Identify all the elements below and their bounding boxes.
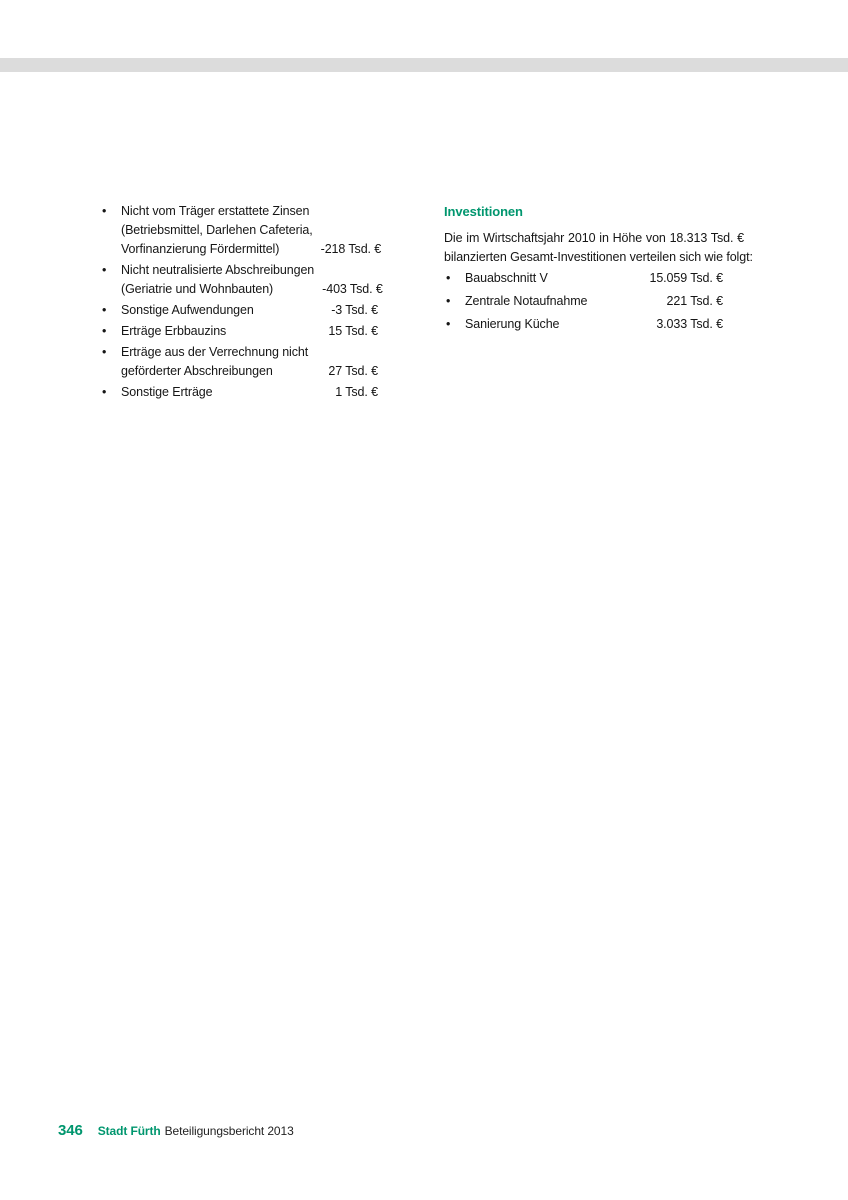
section-paragraph: [444, 229, 753, 267]
list-item-label: [121, 301, 254, 320]
label-line: Erträge Erbbauzins: [121, 324, 227, 338]
page-header-bar: [0, 58, 848, 72]
list-item: [100, 202, 382, 259]
list-item-label: [121, 343, 308, 381]
list-item: [100, 261, 383, 299]
list-item-value: -403 Tsd. €: [322, 282, 383, 296]
label-line: Sonstige Erträge: [121, 385, 213, 399]
label-line: (Geriatrie und Wohnbauten): [121, 282, 274, 296]
list-item-label: [121, 202, 313, 259]
footer-brand: Stadt Fürth: [97, 1124, 161, 1138]
label-line: Nicht vom Träger erstattete Zinsen: [121, 204, 310, 218]
bullet-icon: •: [446, 317, 451, 331]
list-item-value: -3 Tsd. €: [331, 303, 378, 317]
list-item-label: [121, 383, 213, 402]
label-line: Nicht neutralisierte Abschreibungen: [121, 263, 315, 277]
bullet-icon: •: [102, 345, 107, 359]
list-item-label: [121, 261, 314, 299]
label-line: (Betriebsmittel, Darlehen Cafeteria,: [121, 223, 313, 237]
list-item-value: 15 Tsd. €: [328, 324, 378, 338]
bullet-icon: •: [102, 263, 107, 277]
list-item: [100, 343, 378, 381]
list-item: [444, 269, 723, 288]
list-item-value: -218 Tsd. €: [320, 242, 382, 256]
list-item-label: [465, 315, 559, 334]
list-item-value: 3.033 Tsd. €: [656, 317, 723, 331]
investitionen-list: [444, 269, 723, 334]
list-item: [100, 383, 378, 402]
label-line: Zentrale Notaufnahme: [465, 294, 588, 308]
bullet-icon: •: [446, 294, 451, 308]
page-number: 346: [58, 1122, 83, 1139]
bullet-icon: •: [102, 303, 107, 317]
footer-report-title: Beteiligungsbericht 2013: [164, 1124, 294, 1138]
bullet-icon: •: [446, 271, 451, 285]
list-item-label: [465, 292, 587, 311]
left-column-list: [100, 202, 383, 404]
list-item-label: [465, 269, 548, 288]
list-item-value: 221 Tsd. €: [666, 294, 723, 308]
label-line: Vorfinanzierung Fördermittel): [121, 242, 280, 256]
page-footer: [58, 1121, 294, 1141]
list-item: [100, 301, 378, 320]
list-item: [100, 322, 378, 341]
bullet-icon: •: [102, 324, 107, 338]
label-line: Sanierung Küche: [465, 317, 560, 331]
paragraph-line: bilanzierten Gesamt-Investitionen verteilen sich wie folgt:: [444, 250, 753, 264]
list-item: [444, 292, 723, 311]
bullet-icon: •: [102, 204, 107, 218]
list-item-value: 15.059 Tsd. €: [649, 271, 723, 285]
label-line: Sonstige Aufwendungen: [121, 303, 254, 317]
label-line: Erträge aus der Verrechnung nicht: [121, 345, 309, 359]
investitionen-section: [444, 202, 753, 338]
label-line: Bauabschnitt V: [465, 271, 548, 285]
list-item: [444, 315, 723, 334]
list-item-label: [121, 322, 226, 341]
paragraph-line: Die im Wirtschaftsjahr 2010 in Höhe von 18.313 Tsd. €: [444, 231, 744, 245]
section-heading: Investitionen: [444, 204, 523, 219]
bullet-icon: •: [102, 385, 107, 399]
list-item-value: 1 Tsd. €: [335, 385, 378, 399]
list-item-value: 27 Tsd. €: [328, 364, 378, 378]
label-line: geförderter Abschreibungen: [121, 364, 273, 378]
